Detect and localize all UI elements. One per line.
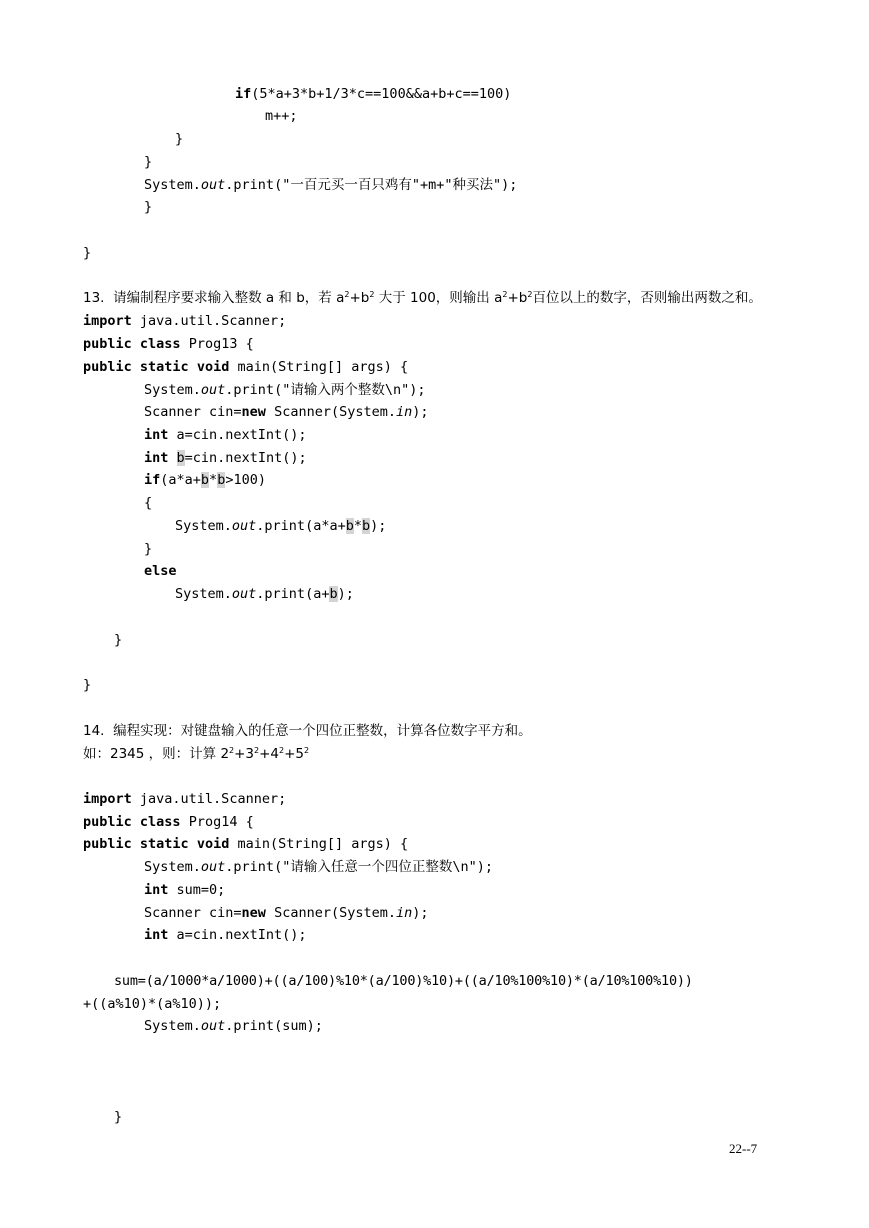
code-close-brace: } <box>83 677 92 693</box>
code-line-import <box>83 312 286 330</box>
code-close-brace: } <box>144 199 153 215</box>
code-line-m-increment: m++; <box>265 108 298 124</box>
question-13-text <box>83 289 762 307</box>
highlighted-var-b: b <box>361 518 371 534</box>
code-close-brace: } <box>144 154 153 170</box>
code-text: java.util.Scanner; <box>131 313 287 329</box>
keyword-int: int <box>144 882 169 898</box>
question-14-example <box>83 745 309 763</box>
code-text: System. <box>175 518 232 534</box>
code-line-print-sum <box>175 585 354 603</box>
keyword-new: new <box>241 404 266 420</box>
question-number: 14. <box>83 723 105 739</box>
page-number: 22--7 <box>729 1141 758 1156</box>
question-number: 13. <box>83 290 105 306</box>
code-text: .print("一百元买一百只鸡有"+m+"种买法"); <box>225 177 518 193</box>
code-line-if-condition <box>144 471 266 489</box>
code-text: .print("请输入任意一个四位正整数\n"); <box>225 859 493 875</box>
example-text: +4 <box>259 746 280 762</box>
question-text: +b <box>507 290 528 306</box>
code-line-print-result <box>144 176 517 194</box>
code-text: java.util.Scanner; <box>131 791 287 807</box>
code-text: Prog14 { <box>180 814 254 830</box>
code-text: (a*a+ <box>160 472 201 488</box>
code-text: Scanner(System. <box>265 404 396 420</box>
superscript: 2 <box>254 746 260 755</box>
keyword-public: public <box>83 359 132 375</box>
code-italic-in: in <box>395 905 413 921</box>
question-text: 大于 100，则输出 a <box>378 290 503 306</box>
keyword-if: if <box>235 86 252 102</box>
code-text: a=cin.nextInt(); <box>168 427 307 443</box>
keyword-static: static <box>139 836 189 852</box>
code-text: Scanner cin= <box>144 404 242 420</box>
example-text: 如：2345 ，则：计算 2 <box>83 746 230 762</box>
code-text: * <box>353 518 362 534</box>
keyword-public: public <box>83 836 132 852</box>
code-text: .print(a*a+ <box>256 518 346 534</box>
keyword-public: public <box>83 336 132 352</box>
code-italic-out: out <box>231 518 257 534</box>
keyword-void: void <box>196 359 230 375</box>
code-line-sum-expression: sum=(a/1000*a/1000)+((a/100)%10*(a/100)%10)+((a/10%100%10)*(a/10%100%10)) <box>114 973 693 989</box>
code-text: ); <box>412 404 429 420</box>
code-line-main <box>83 835 408 853</box>
code-text: System. <box>144 177 201 193</box>
code-line-print-prompt <box>144 381 425 399</box>
code-text: ); <box>370 518 387 534</box>
code-text: >100) <box>225 472 266 488</box>
code-line-import <box>83 790 286 808</box>
keyword-int: int <box>144 427 169 443</box>
code-text: .print(sum); <box>225 1018 323 1034</box>
question-14-text <box>83 722 532 740</box>
code-line-main <box>83 358 408 376</box>
superscript: 2 <box>279 746 285 755</box>
example-text: +3 <box>234 746 255 762</box>
keyword-int: int <box>144 450 169 466</box>
keyword-void: void <box>196 836 230 852</box>
superscript: 2 <box>369 290 375 299</box>
code-text: main(String[] args) { <box>229 359 409 375</box>
code-italic-out: out <box>231 586 257 602</box>
code-text: .print(a+ <box>256 586 330 602</box>
keyword-import: import <box>83 791 132 807</box>
code-italic-out: out <box>200 382 226 398</box>
superscript: 2 <box>344 290 350 299</box>
code-text: Scanner(System. <box>265 905 396 921</box>
code-close-brace: } <box>114 632 123 648</box>
superscript: 2 <box>229 746 235 755</box>
code-text: =cin.nextInt(); <box>184 450 307 466</box>
code-text: a=cin.nextInt(); <box>168 927 307 943</box>
superscript: 2 <box>527 290 533 299</box>
code-italic-out: out <box>200 177 226 193</box>
code-italic-out: out <box>200 1018 226 1034</box>
highlighted-var-b: b <box>217 472 226 488</box>
code-line-print-squares <box>175 517 386 535</box>
highlighted-var-b: b <box>345 518 354 534</box>
code-line-print-sum <box>144 1017 323 1035</box>
code-close-brace: } <box>175 131 184 147</box>
code-close-brace: } <box>114 1109 123 1125</box>
question-text: 请编制程序要求输入整数 a 和 b，若 a <box>113 290 345 306</box>
code-line-if-chicken <box>235 85 511 103</box>
code-text: (5*a+3*b+1/3*c==100&&a+b+c==100) <box>251 86 512 102</box>
code-line-class <box>83 813 254 831</box>
code-text: ); <box>412 905 429 921</box>
code-text: Prog13 { <box>180 336 254 352</box>
superscript: 2 <box>502 290 508 299</box>
code-text: .print("请输入两个整数\n"); <box>225 382 426 398</box>
code-text: sum=0; <box>168 882 226 898</box>
code-line-int-sum <box>144 881 225 899</box>
highlighted-var-b: b <box>200 472 210 488</box>
code-text: * <box>209 472 218 488</box>
code-text: ); <box>337 586 354 602</box>
code-line-int-b <box>144 449 307 467</box>
keyword-class: class <box>139 814 181 830</box>
code-line-int-a <box>144 926 307 944</box>
example-text: +5 <box>284 746 305 762</box>
code-open-brace: { <box>144 495 153 511</box>
keyword-class: class <box>139 336 181 352</box>
keyword-public: public <box>83 814 132 830</box>
code-line-int-a <box>144 426 307 444</box>
code-line-scanner <box>144 403 429 421</box>
code-italic-in: in <box>395 404 413 420</box>
code-line-print-prompt <box>144 858 493 876</box>
keyword-import: import <box>83 313 132 329</box>
question-text: 编程实现：对键盘输入的任意一个四位正整数，计算各位数字平方和。 <box>113 723 532 739</box>
keyword-new: new <box>241 905 266 921</box>
keyword-int: int <box>144 927 169 943</box>
code-line-sum-expression-cont: +((a%10)*(a%10)); <box>83 996 222 1012</box>
code-text: main(String[] args) { <box>229 836 409 852</box>
code-line-else <box>144 562 177 580</box>
code-line-scanner <box>144 904 429 922</box>
code-italic-out: out <box>200 859 226 875</box>
highlighted-var-b: b <box>329 586 338 602</box>
question-text: 百位以上的数字，否则输出两数之和。 <box>532 290 762 306</box>
code-close-brace: } <box>144 541 153 557</box>
keyword-static: static <box>139 359 189 375</box>
code-line-class <box>83 335 254 353</box>
code-text: System. <box>144 1018 201 1034</box>
code-text: System. <box>144 859 201 875</box>
code-text: System. <box>175 586 232 602</box>
code-text: Scanner cin= <box>144 905 242 921</box>
question-text: +b <box>349 290 370 306</box>
highlighted-var-b: b <box>176 450 185 466</box>
code-close-brace: } <box>83 245 92 261</box>
keyword-if: if <box>144 472 161 488</box>
keyword-else: else <box>144 563 177 579</box>
superscript: 2 <box>304 746 310 755</box>
code-text: System. <box>144 382 201 398</box>
